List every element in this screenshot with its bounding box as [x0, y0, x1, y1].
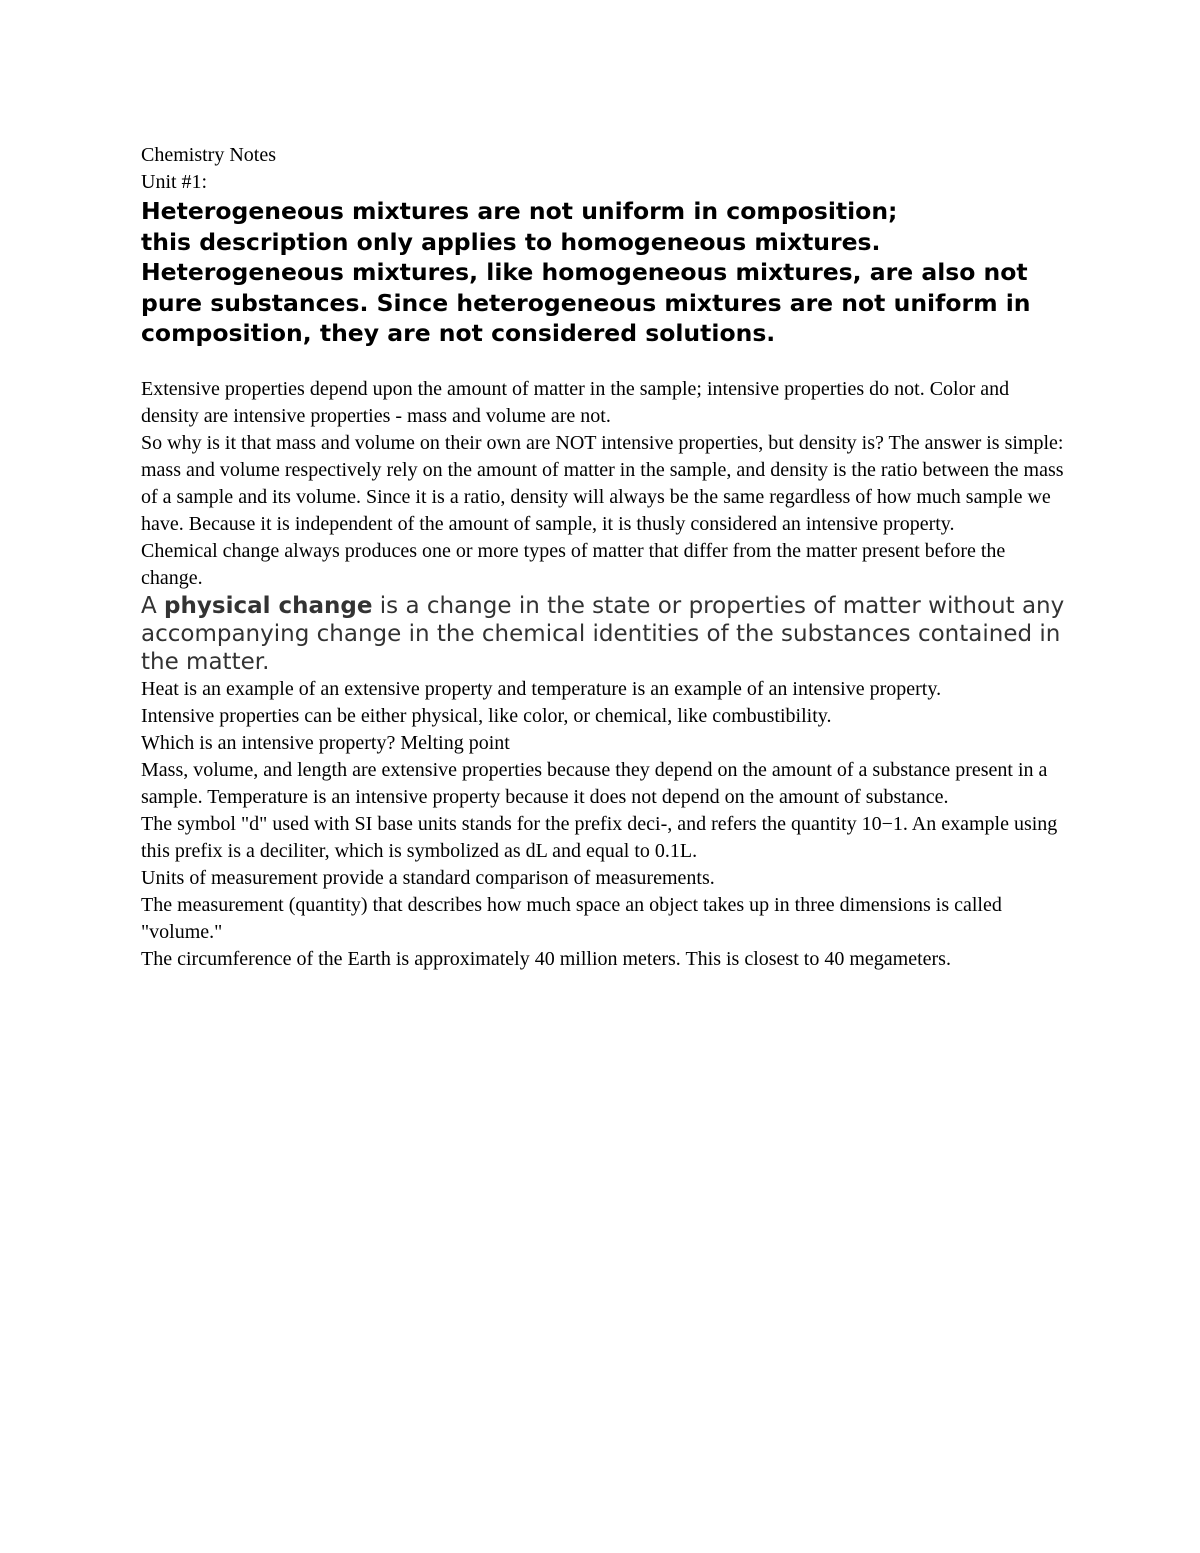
- physical-change-term: physical change: [164, 592, 373, 619]
- physical-change-rest: is a change in the state or properties of matter without any accompanying change in the chemical identities of the substances contained in the matter.: [141, 592, 1065, 675]
- density-explanation-paragraph: So why is it that mass and volume on their own are NOT intensive properties, but density is? The answer is simple: mass and volume respectively rely on the amount of matter in the sample, and density is the ratio between the mass of a sample and its volume. Since it is a ratio, density will always be the same regardless of how much sample we have. Because it is independent of the amount of sample, it is thusly considered an intensive property.: [141, 431, 1064, 535]
- physical-change-prefix: A: [141, 592, 165, 619]
- extensive-intensive-paragraph: Extensive properties depend upon the amount of matter in the sample; intensive properties do not. Color and density are intensive properties - mass and volume are not.: [141, 377, 1010, 427]
- unit-heading: Unit #1:: [141, 171, 208, 193]
- units-measurement-paragraph: Units of measurement provide a standard comparison of measurements.: [141, 866, 715, 889]
- document-body: [141, 142, 1071, 973]
- heterogeneous-line-1: Heterogeneous mixtures are not uniform in composition;: [141, 197, 898, 225]
- melting-point-paragraph: Which is an intensive property? Melting point: [141, 731, 510, 754]
- heterogeneous-mixtures-note: [141, 196, 1071, 349]
- earth-circumference-paragraph: The circumference of the Earth is approximately 40 million meters. This is closest to 40 megameters.: [141, 947, 951, 970]
- chemical-change-paragraph: Chemical change always produces one or more types of matter that differ from the matter present before the change.: [141, 539, 1006, 589]
- document-title: Chemistry Notes: [141, 144, 276, 166]
- physical-change-definition: [141, 592, 1071, 676]
- intensive-types-paragraph: Intensive properties can be either physical, like color, or chemical, like combustibility.: [141, 704, 832, 727]
- volume-definition-paragraph: The measurement (quantity) that describes how much space an object takes up in three dimensions is called "volume.": [141, 893, 1002, 943]
- mass-volume-length-paragraph: Mass, volume, and length are extensive properties because they depend on the amount of a substance present in a sample. Temperature is an intensive property because it does not depend on the amount of substance.: [141, 758, 1048, 808]
- symbol-d-paragraph: The symbol "d" used with SI base units stands for the prefix deci-, and refers the quantity 10−1. An example using this prefix is a deciliter, which is symbolized as dL and equal to 0.1L.: [141, 812, 1058, 862]
- heterogeneous-line-2: this description only applies to homogeneous mixtures. Heterogeneous mixtures, like homogeneous mixtures, are also not pure substances. Since heterogeneous mixtures are not uniform in composition, they are not considered solutions.: [141, 227, 1031, 347]
- heat-temperature-paragraph: Heat is an example of an extensive property and temperature is an example of an intensive property.: [141, 677, 942, 700]
